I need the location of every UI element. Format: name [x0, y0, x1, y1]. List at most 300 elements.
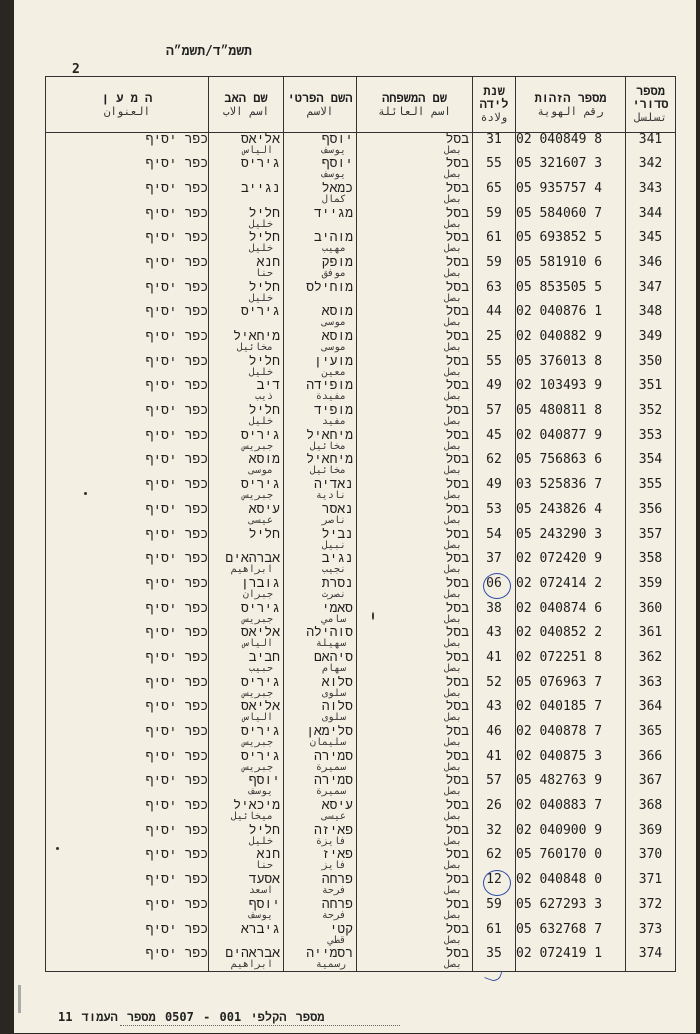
- birth-year-cell: 37: [473, 552, 516, 577]
- family-name-he: בסל: [445, 675, 469, 690]
- address-cell: כפר יסיף: [46, 700, 209, 725]
- serial-cell: 360: [626, 602, 676, 627]
- birth-year-cell: 62: [473, 453, 516, 478]
- father-name-cell: [209, 133, 284, 158]
- family-name-he: בסל: [445, 848, 469, 863]
- father-name-ar: جبريس: [242, 440, 273, 452]
- father-name-he: גיריס: [240, 601, 280, 616]
- family-name-he: בסל: [445, 404, 469, 419]
- birth-year-cell: 41: [473, 651, 516, 676]
- father-name-ar: ابراهيم: [230, 959, 273, 971]
- family-name-he: בסל: [445, 206, 469, 221]
- first-name-he: פרחה: [321, 897, 353, 912]
- father-name-he: גוברן: [240, 576, 280, 591]
- table-row: [46, 355, 676, 380]
- father-name-he: אליאס: [240, 700, 280, 715]
- father-name-ar: يوسف: [248, 909, 273, 921]
- father-name-he: גיריס: [240, 675, 280, 690]
- first-name-cell: [284, 281, 357, 306]
- first-name-ar: سميرة: [315, 761, 346, 773]
- father-name-he: יוסף: [248, 774, 280, 789]
- id-number-cell: 02 040877 9: [516, 429, 626, 454]
- family-name-he: בסל: [445, 947, 469, 962]
- family-name-he: בסל: [445, 774, 469, 789]
- table-row: [46, 824, 676, 849]
- father-name-ar: جبريس: [242, 737, 273, 748]
- father-name-cell: [209, 355, 284, 380]
- father-name-he: חליל: [248, 280, 280, 295]
- birth-year-cell: 61: [473, 923, 516, 948]
- first-name-he: יוסף: [321, 132, 353, 147]
- family-name-cell: [357, 750, 473, 775]
- father-name-ar: الياس: [242, 145, 273, 156]
- first-name-cell: [284, 725, 357, 750]
- family-name-cell: [357, 799, 473, 824]
- page-edge-mark: [18, 985, 21, 1013]
- serial-cell: 364: [626, 700, 676, 725]
- table-row: [46, 182, 676, 207]
- first-name-he: נגיב: [321, 552, 353, 567]
- address-cell: כפר יסיף: [46, 305, 209, 330]
- address-cell: כפר יסיף: [46, 898, 209, 923]
- address-cell: כפר יסיף: [46, 923, 209, 948]
- father-name-cell: [209, 207, 284, 232]
- serial-cell: 370: [626, 848, 676, 873]
- family-name-cell: [357, 848, 473, 873]
- address-cell: כפר יסיף: [46, 281, 209, 306]
- serial-cell: 344: [626, 207, 676, 232]
- table-row: [46, 281, 676, 306]
- first-name-ar: سلوى: [321, 687, 346, 699]
- birth-year-cell: 43: [473, 700, 516, 725]
- first-name-he: מועין: [313, 354, 353, 369]
- family-name-he: בסל: [445, 749, 469, 764]
- first-name-he: נאסר: [321, 502, 353, 517]
- family-name-he: בסל: [445, 478, 469, 493]
- father-name-cell: [209, 404, 284, 429]
- family-name-ar: بصل: [443, 416, 462, 428]
- father-name-cell: [209, 379, 284, 404]
- father-name-cell: [209, 626, 284, 651]
- father-name-ar: جبريس: [242, 761, 273, 773]
- address-cell: כפר יסיף: [46, 774, 209, 799]
- father-name-ar: الياس: [242, 712, 273, 724]
- family-name-he: בסל: [445, 330, 469, 344]
- family-name-ar: بصل: [443, 317, 462, 329]
- first-name-cell: [284, 947, 357, 972]
- serial-cell: 351: [626, 379, 676, 404]
- first-name-cell: [284, 305, 357, 330]
- table-row: [46, 528, 676, 553]
- first-name-ar: سميرة: [315, 786, 346, 798]
- family-name-ar: بصل: [443, 959, 462, 971]
- serial-cell: 374: [626, 947, 676, 972]
- address-cell: כפר יסיף: [46, 848, 209, 873]
- birth-year-cell: 49: [473, 379, 516, 404]
- family-name-ar: بصل: [443, 564, 462, 576]
- pen-circle-mark: [483, 573, 511, 599]
- first-name-he: נאדיה: [313, 478, 353, 493]
- table-row: [46, 700, 676, 725]
- father-name-he: מוסא: [248, 453, 280, 468]
- family-name-he: בסל: [445, 601, 469, 616]
- father-name-cell: [209, 750, 284, 775]
- family-name-he: בסל: [445, 428, 469, 443]
- family-name-he: בסל: [445, 231, 469, 246]
- col-header-father: שם האב اسم الاب: [209, 77, 284, 133]
- first-name-he: סיהאם: [313, 650, 353, 665]
- family-name-ar: بصل: [443, 909, 462, 921]
- family-name-ar: بصل: [443, 193, 462, 205]
- table-row: [46, 725, 676, 750]
- family-name-ar: بصل: [443, 218, 462, 230]
- father-name-cell: [209, 503, 284, 528]
- first-name-he: מופיד: [313, 404, 353, 419]
- birth-year-cell: 62: [473, 848, 516, 873]
- birth-year-cell: 45: [473, 429, 516, 454]
- id-number-cell: 05 076963 7: [516, 676, 626, 701]
- first-name-cell: [284, 750, 357, 775]
- father-name-cell: [209, 330, 284, 355]
- first-name-he: סמירה: [313, 749, 353, 764]
- first-name-he: נסרת: [321, 576, 353, 591]
- id-number-cell: 02 072419 1: [516, 947, 626, 972]
- serial-cell: 362: [626, 651, 676, 676]
- serial-cell: 357: [626, 528, 676, 553]
- family-name-cell: [357, 947, 473, 972]
- family-name-cell: [357, 231, 473, 256]
- family-name-ar: بصل: [443, 860, 462, 872]
- family-name-he: בסל: [445, 576, 469, 591]
- father-name-ar: يوسف: [248, 786, 273, 798]
- family-name-cell: [357, 676, 473, 701]
- first-name-cell: [284, 923, 357, 948]
- id-number-cell: 05 627293 3: [516, 898, 626, 923]
- birth-year-cell: 25: [473, 330, 516, 355]
- first-name-he: מוסא: [321, 305, 353, 320]
- family-name-cell: [357, 898, 473, 923]
- table-row: [46, 453, 676, 478]
- father-name-he: גיריס: [240, 157, 280, 172]
- serial-cell: 346: [626, 256, 676, 281]
- first-name-ar: فرحة: [321, 885, 346, 897]
- first-name-ar: سامي: [321, 613, 346, 625]
- birth-year-cell: 38: [473, 602, 516, 627]
- col-header-address: ה מ ע ן العنوان: [46, 77, 209, 133]
- address-cell: כפר יסיף: [46, 355, 209, 380]
- family-name-cell: [357, 207, 473, 232]
- first-name-cell: [284, 355, 357, 380]
- first-name-ar: عيسى: [321, 811, 346, 823]
- id-number-cell: 02 040849 8: [516, 133, 626, 158]
- family-name-cell: [357, 725, 473, 750]
- family-name-ar: بصل: [443, 440, 462, 452]
- birth-year-cell: 55: [473, 157, 516, 182]
- family-name-ar: بصل: [443, 885, 462, 897]
- col-header-id: מספר הזהות رقم الهوية: [516, 77, 626, 133]
- first-name-cell: [284, 231, 357, 256]
- family-name-cell: [357, 824, 473, 849]
- address-cell: כפר יסיף: [46, 330, 209, 355]
- address-cell: כפר יסיף: [46, 947, 209, 972]
- first-name-ar: موسى: [321, 317, 346, 329]
- id-number-cell: 02 040883 7: [516, 799, 626, 824]
- address-cell: כפר יסיף: [46, 453, 209, 478]
- birth-year-cell: 59: [473, 256, 516, 281]
- family-name-ar: بصل: [443, 539, 462, 551]
- father-name-cell: [209, 602, 284, 627]
- table-row: [46, 676, 676, 701]
- table-row: [46, 577, 676, 602]
- first-name-cell: [284, 256, 357, 281]
- id-number-cell: 05 243290 3: [516, 528, 626, 553]
- id-number-cell: 05 935757 4: [516, 182, 626, 207]
- id-number-cell: 05 581910 6: [516, 256, 626, 281]
- id-number-cell: 05 756863 6: [516, 453, 626, 478]
- table-row: [46, 305, 676, 330]
- address-cell: כפר יסיף: [46, 873, 209, 898]
- family-name-ar: بصل: [443, 145, 462, 156]
- father-name-he: גיריס: [240, 428, 280, 443]
- first-name-ar: يوسف: [321, 145, 346, 156]
- first-name-ar: فايز: [321, 860, 346, 872]
- family-name-ar: بصل: [443, 366, 462, 378]
- address-cell: כפר יסיף: [46, 478, 209, 503]
- family-name-cell: [357, 700, 473, 725]
- pen-circle-mark: [483, 870, 511, 896]
- family-name-ar: بصل: [443, 465, 462, 477]
- serial-cell: 350: [626, 355, 676, 380]
- id-number-cell: 05 376013 8: [516, 355, 626, 380]
- father-name-ar: خليل: [248, 835, 273, 847]
- father-name-he: חליל: [248, 206, 280, 221]
- father-name-he: מיחאיל: [233, 330, 280, 344]
- first-name-he: מוחילס: [306, 280, 353, 295]
- father-name-he: גיריס: [240, 305, 280, 320]
- family-name-ar: بصل: [443, 169, 462, 181]
- father-name-ar: ذيب: [254, 391, 273, 403]
- serial-cell: 343: [626, 182, 676, 207]
- table-row: [46, 750, 676, 775]
- family-name-he: בסל: [445, 305, 469, 320]
- ink-speck: [372, 612, 374, 620]
- first-name-ar: يوسف: [321, 169, 346, 181]
- first-name-ar: كمال: [321, 193, 346, 205]
- father-name-ar: جبريس: [242, 613, 273, 625]
- first-name-cell: [284, 700, 357, 725]
- first-name-he: עיסא: [321, 799, 353, 814]
- birth-year-cell: 35: [473, 947, 516, 972]
- id-number-cell: 02 040185 7: [516, 700, 626, 725]
- father-name-cell: [209, 281, 284, 306]
- first-name-ar: ناصر: [321, 514, 346, 526]
- address-cell: כפר יסיף: [46, 503, 209, 528]
- first-name-he: סמירה: [313, 774, 353, 789]
- page-footer: מספר הקלפי 001 - 0507 מספר העמוד 11: [58, 1010, 325, 1024]
- family-name-ar: بصل: [443, 588, 462, 600]
- birth-year-cell: 61: [473, 231, 516, 256]
- family-name-cell: [357, 429, 473, 454]
- address-cell: כפר יסיף: [46, 799, 209, 824]
- father-name-ar: جبريس: [242, 490, 273, 502]
- father-name-he: אברהאים: [225, 552, 280, 567]
- family-name-ar: بصل: [443, 292, 462, 304]
- family-name-cell: [357, 651, 473, 676]
- family-name-cell: [357, 330, 473, 355]
- father-name-he: גיברא: [240, 922, 280, 937]
- family-name-he: בסל: [445, 922, 469, 937]
- family-name-he: בסל: [445, 527, 469, 542]
- birth-year-cell: 57: [473, 404, 516, 429]
- family-name-cell: [357, 404, 473, 429]
- family-name-cell: [357, 355, 473, 380]
- address-cell: כפר יסיף: [46, 651, 209, 676]
- father-name-ar: جبران: [242, 588, 273, 600]
- family-name-ar: بصل: [443, 687, 462, 699]
- first-name-he: מוסא: [321, 330, 353, 344]
- birth-year-cell: 49: [473, 478, 516, 503]
- address-cell: כפר יסיף: [46, 552, 209, 577]
- father-name-he: אסעד: [248, 873, 280, 888]
- father-name-cell: [209, 651, 284, 676]
- father-name-cell: [209, 898, 284, 923]
- family-name-ar: بصل: [443, 391, 462, 403]
- family-name-cell: [357, 256, 473, 281]
- first-name-he: מופק: [321, 255, 353, 270]
- father-name-cell: [209, 182, 284, 207]
- family-name-ar: بصل: [443, 490, 462, 502]
- page-number: 2: [72, 62, 80, 77]
- table-row: [46, 947, 676, 972]
- serial-cell: 363: [626, 676, 676, 701]
- father-name-he: נגייב: [240, 181, 280, 196]
- father-name-cell: [209, 947, 284, 972]
- birth-year-cell: 59: [473, 207, 516, 232]
- id-number-cell: 05 693852 5: [516, 231, 626, 256]
- first-name-he: מיחאיל: [306, 453, 353, 468]
- id-number-cell: 05 480811 8: [516, 404, 626, 429]
- table-row: [46, 651, 676, 676]
- family-name-cell: [357, 305, 473, 330]
- first-name-cell: [284, 478, 357, 503]
- family-name-he: בסל: [445, 823, 469, 838]
- father-name-ar: عيسى: [248, 514, 273, 526]
- family-name-he: בסל: [445, 255, 469, 270]
- family-name-ar: بصل: [443, 342, 462, 353]
- serial-cell: 365: [626, 725, 676, 750]
- father-name-ar: خليل: [248, 218, 273, 230]
- father-name-cell: [209, 824, 284, 849]
- ink-speck: [84, 492, 87, 495]
- father-name-he: חנא: [256, 255, 280, 270]
- address-cell: כפר יסיף: [46, 750, 209, 775]
- first-name-cell: [284, 651, 357, 676]
- father-name-cell: [209, 676, 284, 701]
- first-name-ar: موفق: [321, 267, 346, 279]
- first-name-ar: مخائيل: [309, 440, 346, 452]
- table-row: [46, 133, 676, 158]
- birth-year-cell: 63: [473, 281, 516, 306]
- table-row: [46, 799, 676, 824]
- family-name-ar: بصل: [443, 638, 462, 650]
- birth-year-cell: 55: [473, 355, 516, 380]
- id-number-cell: 05 482763 9: [516, 774, 626, 799]
- family-name-he: בסל: [445, 626, 469, 641]
- serial-cell: 347: [626, 281, 676, 306]
- first-name-cell: [284, 626, 357, 651]
- first-name-he: סלוה: [321, 700, 353, 715]
- first-name-cell: [284, 207, 357, 232]
- first-name-he: יוסף: [321, 157, 353, 172]
- first-name-he: סאמי: [321, 601, 353, 616]
- id-number-cell: 02 040878 7: [516, 725, 626, 750]
- family-name-cell: [357, 281, 473, 306]
- table-row: [46, 503, 676, 528]
- birth-year-cell: 59: [473, 898, 516, 923]
- birth-year-cell: 06: [473, 577, 516, 602]
- family-name-ar: بصل: [443, 786, 462, 798]
- family-name-he: בסל: [445, 132, 469, 147]
- family-name-he: בסל: [445, 453, 469, 468]
- serial-cell: 341: [626, 133, 676, 158]
- id-number-cell: 02 040874 6: [516, 602, 626, 627]
- family-name-cell: [357, 528, 473, 553]
- address-cell: כפר יסיף: [46, 429, 209, 454]
- serial-cell: 372: [626, 898, 676, 923]
- first-name-ar: نصرت: [321, 588, 346, 600]
- father-name-he: אליאס: [240, 132, 280, 147]
- first-name-ar: معين: [321, 366, 346, 378]
- serial-cell: 368: [626, 799, 676, 824]
- father-name-cell: [209, 799, 284, 824]
- father-name-he: חליל: [248, 527, 280, 542]
- father-name-cell: [209, 231, 284, 256]
- address-cell: כפר יסיף: [46, 182, 209, 207]
- family-name-cell: [357, 478, 473, 503]
- father-name-he: עיסא: [248, 502, 280, 517]
- father-name-ar: الياس: [242, 638, 273, 650]
- father-name-cell: [209, 429, 284, 454]
- header-row: [46, 77, 676, 133]
- first-name-he: מיחאיל: [306, 428, 353, 443]
- col-header-first: השם הפרטי الاسم: [284, 77, 357, 133]
- table-row: [46, 256, 676, 281]
- first-name-cell: [284, 453, 357, 478]
- id-number-cell: 05 584060 7: [516, 207, 626, 232]
- father-name-he: חביב: [248, 650, 280, 665]
- father-name-cell: [209, 577, 284, 602]
- table-row: [46, 923, 676, 948]
- serial-cell: 352: [626, 404, 676, 429]
- father-name-cell: [209, 873, 284, 898]
- family-name-ar: بصل: [443, 662, 462, 674]
- birth-year-cell: 52: [473, 676, 516, 701]
- birth-year-cell: 12: [473, 873, 516, 898]
- birth-year-cell: 43: [473, 626, 516, 651]
- birth-year-cell: 57: [473, 774, 516, 799]
- table-row: [46, 429, 676, 454]
- father-name-cell: [209, 774, 284, 799]
- father-name-ar: خليل: [248, 416, 273, 428]
- address-cell: כפר יסיף: [46, 404, 209, 429]
- father-name-ar: موسى: [248, 465, 273, 477]
- id-number-cell: 05 321607 3: [516, 157, 626, 182]
- family-name-he: בסל: [445, 873, 469, 888]
- first-name-he: פאיז: [321, 848, 353, 863]
- address-cell: כפר יסיף: [46, 626, 209, 651]
- address-cell: כפר יסיף: [46, 602, 209, 627]
- col-header-family: שם המשפחה اسم العائلة: [357, 77, 473, 133]
